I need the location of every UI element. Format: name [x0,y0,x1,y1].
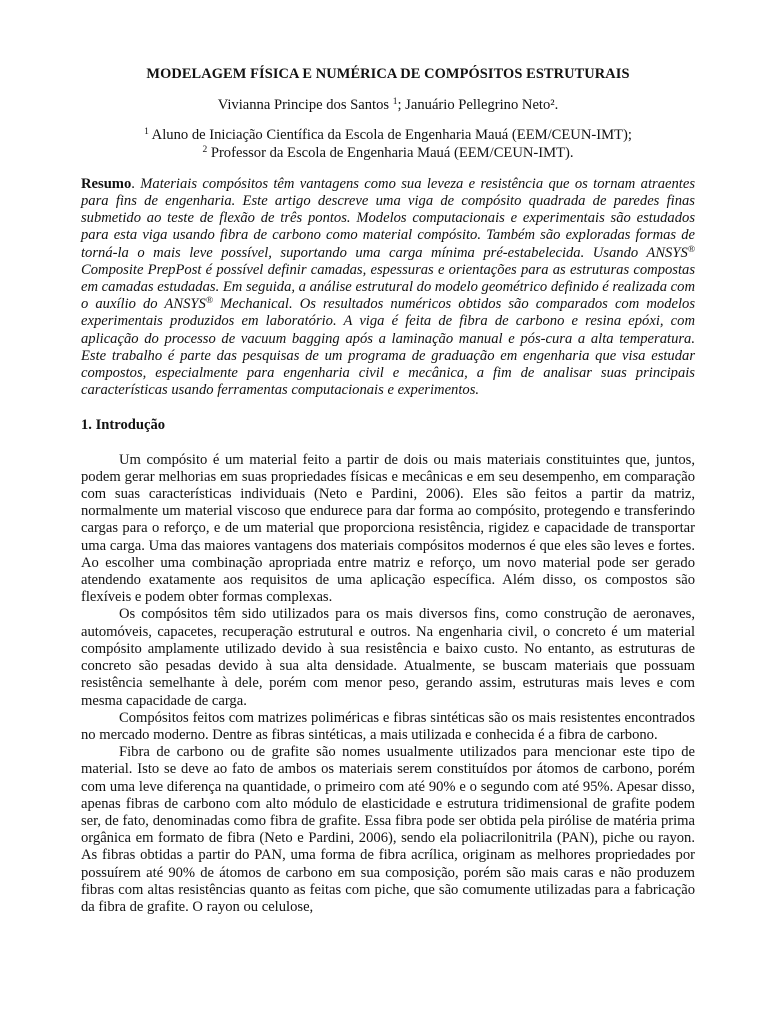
abstract-text-2: Composite PrepPost é possível definir camadas, espessuras e orientações para as estruturas compostas em camadas estudadas. Em seguida, a análise estrutural do modelo geométrico definido é realizada com o auxílio do ANSYS [81,261,695,313]
author-2: ; Januário Pellegrino Neto². [397,97,559,114]
registered-mark-1: ® [687,244,695,255]
abstract-separator: . [131,175,141,192]
abstract [81,176,695,400]
registered-mark-2: ® [205,296,214,307]
abstract-text-1: Materiais compósitos têm vantagens como sua leveza e resistência que os tornam atraentes para fins de engenharia. Este artigo descreve uma viga de compósito quadrada de paredes finas submetido ao teste de flexão de três pontos. Modelos computacionais e experimentais são estudados para esta viga usando fibra de carbono como material compósito. Também são exploradas formas de torná-la o mais leve possível, suportando uma carga mínima pré-estabelecida. Usando ANSYS [81,175,695,261]
affiliation-1-text: Aluno de Iniciação Científica da Escola de Engenharia Mauá (EEM/CEUN-IMT); [148,127,632,144]
affiliations [81,127,695,161]
intro-paragraph-4: Fibra de carbono ou de grafite são nomes usualmente utilizados para mencionar este tipo de material. Isto se deve ao fato de ambos os materiais serem constituídos por átomos de carbono, porém com uma leve diferença na quantidade, o primeiro com até 90% e o segundo com até 95%. Apesar disso, apenas fibras de carbono com alto módulo de elasticidade e estrutura tridimensional de grafite podem ser, de fato, denominadas como fibra de grafite. Essa fibra pode ser obtida pela pirólise de matéria prima orgânica em formato de fibra (Neto e Pardini, 2006), sendo ela poliacrilonitrila (PAN), piche ou rayon. As fibras obtidas a partir do PAN, uma forma de fibra acrílica, originam as melhores propriedades por possuírem até 90% de átomos de carbono em sua composição, porém são mais caras e não produzem fibras com altas resistências quanto as feitas com piche, que são comumente utilizadas para a fabricação da fibra de grafite. O rayon ou celulose, [81,744,695,915]
intro-paragraph-1: Um compósito é um material feito a partir de dois ou mais materiais constituintes que, juntos, podem gerar melhorias em suas propriedades físicas e mecânicas e em seu desempenho, em comparação com suas características individuais (Neto e Pardini, 2006). Eles são feitos a partir da matriz, normalmente um material viscoso que endurece para dar forma ao compósito, protegendo e transferindo cargas para o reforço, e de um material que proporciona resistência, rigidez e capacidade de transportar uma carga. Uma das maiores vantagens dos materiais compósitos modernos é que eles são leves e fortes. Ao escolher uma combinação apropriada entre matriz e reforço, um novo material pode ser gerado atendendo exatamente aos requisitos de uma aplicação específica. Além disso, os compostos são flexíveis e podem obter formas complexas. [81,451,695,606]
affiliation-2-superscript: 2 [202,144,208,155]
intro-paragraph-3: Compósitos feitos com matrizes poliméricas e fibras sintéticas são os mais resistentes encontrados no mercado moderno. Dentre as fibras sintéticas, a mais utilizada e conhecida é a fibra de carbono. [81,709,695,743]
author-line [81,97,695,114]
paper-title: MODELAGEM FÍSICA E NUMÉRICA DE COMPÓSITOS ESTRUTURAIS [146,66,630,82]
section-heading-introduction: 1. Introdução [81,417,166,434]
abstract-label: Resumo [81,175,132,192]
author-1-superscript: 1 [392,97,398,108]
intro-paragraph-2: Os compósitos têm sido utilizados para os mais diversos fins, como construção de aeronaves, automóveis, capacetes, recuperação estrutural e outros. Na engenharia civil, o concreto é um material compósito amplamente utilizado devido à sua resistência e baixo custo. No entanto, as estruturas de concreto são pesadas devido à sua alta densidade. Atualmente, se buscam materiais que possuam resistência semelhante à dele, porém com menor peso, gerando assim, estruturas mais leves e com mesma capacidade de carga. [81,606,695,709]
abstract-text-3: Mechanical. Os resultados numéricos obtidos são comparados com modelos experimentais produzidos em laboratório. A viga é feita de fibra de carbono e resina epóxi, com aplicação do processo de vacuum bagging após a laminação manual e pós-cura a alta temperatura. Este trabalho é parte das pesquisas de um programa de graduação em engenharia que visa estudar compostos, especialmente para engenharia civil e mecânica, a fim de analisar suas principais características usando ferramentas computacionais e experimentos. [81,296,695,399]
affiliation-2 [81,145,695,162]
affiliation-2-text: Professor da Escola de Engenharia Mauá (EEM/CEUN-IMT). [207,144,574,161]
affiliation-1 [81,127,695,144]
affiliation-1-superscript: 1 [144,127,149,138]
author-1: Vivianna Principe dos Santos [217,97,393,114]
